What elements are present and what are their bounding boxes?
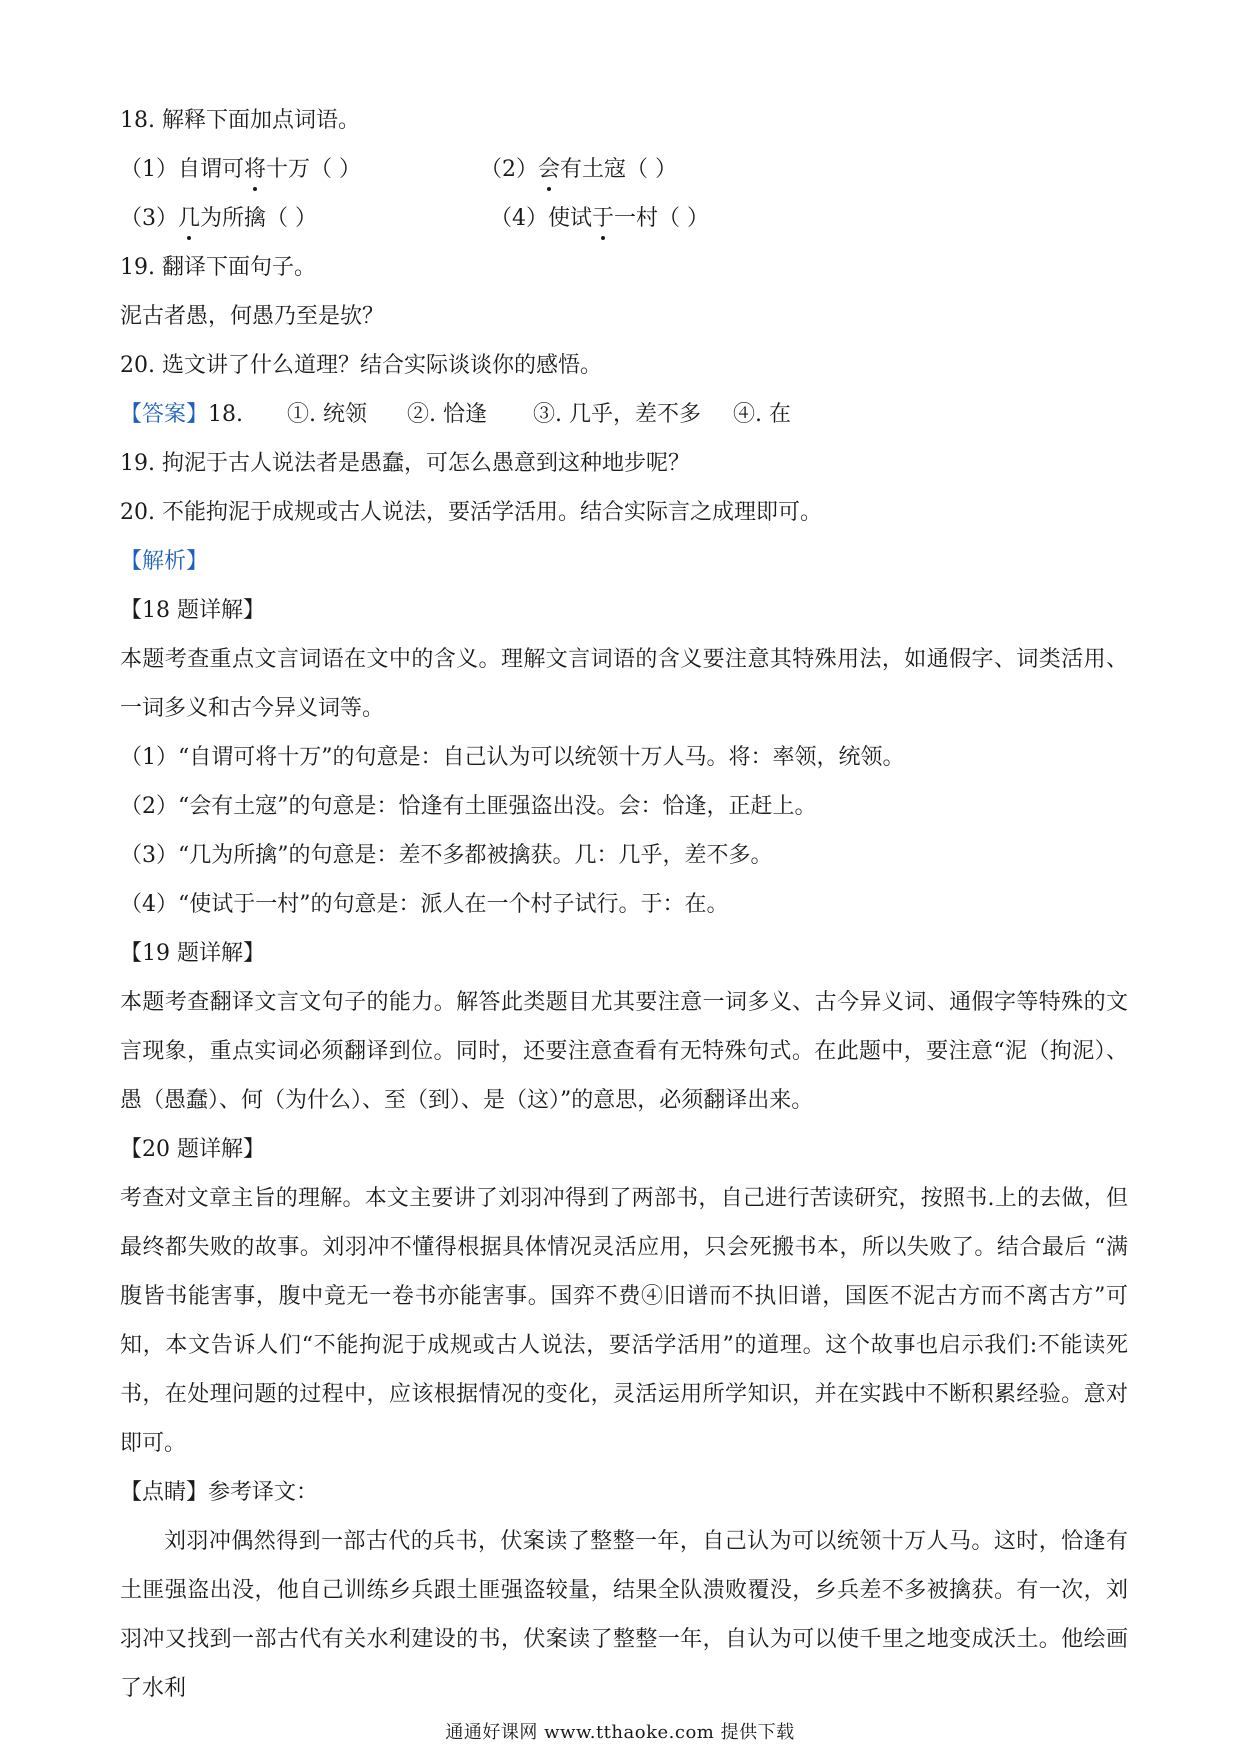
question-18-item-1: （1）自谓可将十万（ ） <box>120 145 480 194</box>
page-footer: 通通好课网 www.tthaoke.com 提供下载 <box>445 1722 795 1743</box>
question-19-title: 19. 翻译下面句子。 <box>120 255 316 280</box>
analysis-tag: 【解析】 <box>120 549 209 574</box>
analysis-18-item-3: （3）“几为所擒”的句意是：差不多都被擒获。几：几乎，差不多。 <box>120 843 773 868</box>
answer-option: ①. 统领 <box>287 402 368 427</box>
answer-18 <box>120 390 1128 439</box>
section-heading-18: 【18 题详解】 <box>120 598 265 623</box>
answer-tag: 【答案】 <box>120 402 209 427</box>
question-18-item-2: （2）会有土寇（ ） <box>480 145 677 194</box>
analysis-18-item-2: （2）“会有土寇”的句意是：恰逢有土匪强盗出没。会：恰逢，正赶上。 <box>120 794 817 819</box>
answer-20: 20. 不能拘泥于成规或古人说法，要活学活用。结合实际言之成理即可。 <box>120 500 822 525</box>
question-18-row-2 <box>120 194 1128 243</box>
question-20-title: 20. 选文讲了什么道理？结合实际谈谈你的感悟。 <box>120 353 602 378</box>
tip-heading: 【点睛】参考译文： <box>120 1480 319 1505</box>
question-18-item-4: （4）使试于一村（ ） <box>490 194 709 243</box>
answer-option: ②. 恰逢 <box>407 402 488 427</box>
dotted-char: 于 <box>592 194 614 243</box>
page-content <box>120 96 1128 1713</box>
dotted-char: 将 <box>244 145 266 194</box>
question-19-sentence: 泥古者愚，何愚乃至是欤？ <box>120 304 385 329</box>
dotted-char: 几 <box>178 194 200 243</box>
question-18-row-1 <box>120 145 1128 194</box>
analysis-18-paragraph: 本题考查重点文言词语在文中的含义。理解文言词语的含义要注意其特殊用法，如通假字、词类活用、一词多义和古今异义词等。 <box>120 647 1128 721</box>
analysis-20-paragraph: 考查对文章主旨的理解。本文主要讲了刘羽冲得到了两部书，自己进行苦读研究，按照书.上的去做，但最终都失败的故事。刘羽冲不懂得根据具体情况灵活应用，只会死搬书本，所以失败了。结合最后 “满腹皆书能害事，腹中竟无一卷书亦能害事。国弈不费④旧谱而不执旧谱，国医不泥古方而不离古方”可知，本文告诉人们“不能拘泥于成规或古人说法，要活学活用”的道理。这个故事也启示我们:不能读死书，在处理问题的过程中，应该根据情况的变化，灵活运用所学知识，并在实践中不断积累经验。意对即可。 <box>120 1186 1128 1456</box>
dotted-char: 会 <box>538 145 560 194</box>
analysis-18-item-4: （4）“使试于一村”的句意是：派人在一个村子试行。于：在。 <box>120 892 729 917</box>
analysis-19-paragraph: 本题考查翻译文言文句子的能力。解答此类题目尤其要注意一词多义、古今异义词、通假字等特殊的文言现象，重点实词必须翻译到位。同时，还要注意查看有无特殊句式。在此题中，要注意“泥（拘泥）、愚（愚蠢）、何（为什么）、至（到）、是（这）”的意思，必须翻译出来。 <box>120 990 1128 1113</box>
answer-option: ③. 几乎，差不多 <box>533 402 702 427</box>
translation-paragraph: 刘羽冲偶然得到一部古代的兵书，伏案读了整整一年，自己认为可以统领十万人马。这时，恰逢有土匪强盗出没，他自己训练乡兵跟土匪强盗较量，结果全队溃败覆没，乡兵差不多被擒获。有一次，刘羽冲又找到一部古代有关水利建设的书，伏案读了整整一年，自认为可以使千里之地变成沃土。他绘画了水利 <box>120 1529 1128 1701</box>
question-18-title: 18. 解释下面加点词语。 <box>120 108 360 133</box>
question-18-item-3: （3）几为所擒（ ） <box>120 194 490 243</box>
answer-option: ④. 在 <box>733 402 792 427</box>
answer-19: 19. 拘泥于古人说法者是愚蠢，可怎么愚意到这种地步呢？ <box>120 451 690 476</box>
section-heading-19: 【19 题详解】 <box>120 941 265 966</box>
section-heading-20: 【20 题详解】 <box>120 1137 265 1162</box>
analysis-18-item-1: （1）“自谓可将十万”的句意是：自己认为可以统领十万人马。将：率领，统领。 <box>120 745 905 770</box>
answer-18-number: 18. <box>208 402 244 427</box>
